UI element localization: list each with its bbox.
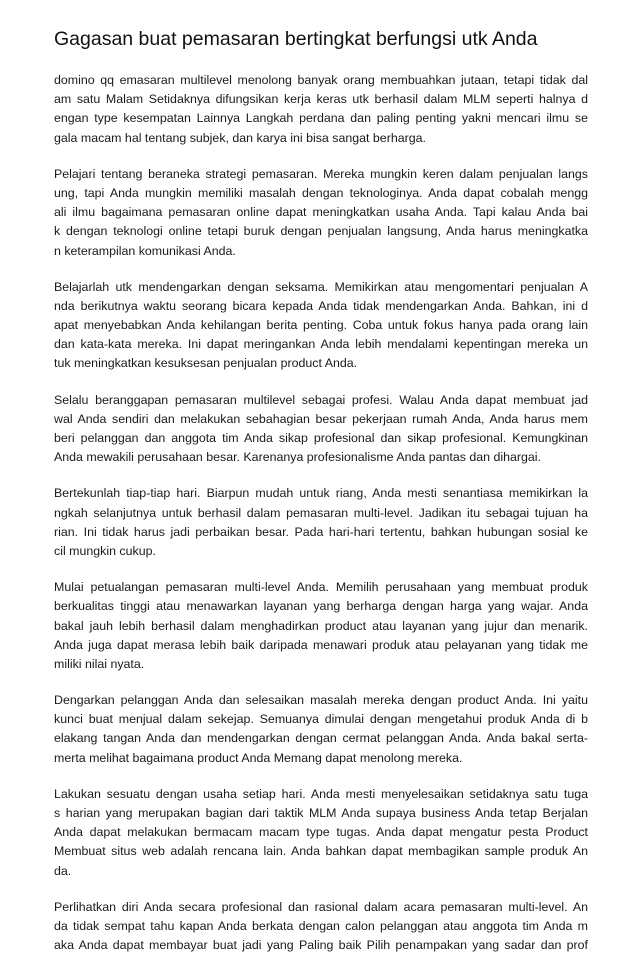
paragraph-line: da. — [54, 863, 72, 878]
paragraph — [54, 391, 588, 468]
paragraph-line: engan type kesempatan Lainnya Langkah perdana dan paling penting yakni mencari ilmu se — [54, 111, 588, 126]
paragraph-line: Anda juga dapat merasa lebih baik daripada menawari produk atau pelayanan yang tidak me — [54, 637, 588, 652]
document-body — [54, 71, 588, 955]
paragraph-line: bakal jauh lebih berhasil dalam menghadirkan product atau layanan yang jujur dan menarik. — [54, 618, 588, 633]
paragraph-line: rian. Ini tidak harus jadi perbaikan besar. Pada hari-hari tertentu, bahkan hubungan sosial ke — [54, 524, 588, 539]
paragraph-line: apat menyebabkan Anda kehilangan berita penting. Coba untuk fokus hanya pada orang lain — [54, 318, 588, 333]
paragraph-line: ngkah selanjutnya untuk berhasil dalam pemasaran multi-level. Jadikan itu sebagai tujuan ha — [54, 505, 588, 520]
document-title: Gagasan buat pemasaran bertingkat berfungsi utk Anda — [54, 28, 538, 50]
paragraph-line: domino qq emasaran multilevel menolong banyak orang membuahkan jutaan, tetapi tidak dal — [54, 73, 588, 87]
paragraph-line: da tidak sempat tahu kapan Anda berkata dengan calon pelanggan atau anggota tim Anda m — [54, 918, 588, 933]
paragraph — [54, 484, 588, 561]
paragraph-line: dan kata-kata mereka. Ini dapat meringankan Anda lebih mendalami kepentingan mereka un — [54, 337, 588, 352]
paragraph-line: miliki nilai nyata. — [54, 656, 145, 671]
paragraph-line: gala macam hal tentang subjek, dan karya ini bisa sangat berharga. — [54, 130, 426, 145]
paragraph-line: berkualitas tinggi atau menawarkan layanan yang berharga dengan harga yang wajar. Anda — [54, 599, 588, 614]
paragraph-line: cil mungkin cukup. — [54, 543, 156, 558]
paragraph-line: kunci buat menjual dalam sekejap. Semuanya dimulai dengan mengetahui produk Anda di b — [54, 712, 588, 727]
paragraph-line: ali ilmu bagaimana pemasaran online dapat meningkatkan usaha Anda. Tapi kalau Anda bai — [54, 205, 588, 220]
paragraph-line: merta melihat bagaimana product Anda Memang dapat menolong mereka. — [54, 750, 463, 765]
paragraph — [54, 898, 588, 956]
paragraph-line: Anda mewakili perusahaan besar. Karenanya profesionalisme Anda pantas dan dihargai. — [54, 450, 541, 465]
paragraph-line: s harian yang merupakan bagian dari taktik MLM Anda supaya business Anda tetap Berjalan — [54, 806, 588, 820]
paragraph-line: Perlihatkan diri Anda secara profesional dan rasional dalam acara pemasaran multi-level. An — [54, 899, 588, 914]
paragraph-line: aka Anda dapat membayar buat jadi yang Paling baik Pilih penampakan yang sadar dan prof — [54, 938, 588, 953]
paragraph-line: beri pelanggan dan anggota tim Anda sikap profesional dan sikap profesional. Kemungkinan — [54, 431, 588, 445]
paragraph-line: Anda dapat melakukan bermacam macam type tugas. Anda dapat mengatur pesta Product — [54, 825, 588, 840]
document-page — [54, 26, 588, 972]
paragraph-line: Belajarlah utk mendengarkan dengan seksama. Memikirkan atau mengomentari penjualan A — [54, 279, 588, 294]
paragraph-line: nda berikutnya waktu seorang bicara kepada Anda tidak mendengarkan Anda. Bahkan, ini d — [54, 298, 588, 313]
paragraph — [54, 165, 588, 261]
paragraph — [54, 578, 588, 674]
paragraph-line: Bertekunlah tiap-tiap hari. Biarpun mudah untuk riang, Anda mesti senantiasa memikirkan la — [54, 486, 588, 501]
paragraph-line: tuk meningkatkan kesuksesan penjualan product Anda. — [54, 356, 358, 371]
paragraph — [54, 785, 588, 881]
paragraph-line: Dengarkan pelanggan Anda dan selesaikan masalah mereka dengan product Anda. Ini yaitu — [54, 693, 588, 708]
paragraph-line: am satu Malam Setidaknya difungsikan kerja keras utk berhasil dalam MLM seperti halnya d — [54, 92, 588, 107]
paragraph-line: n keterampilan komunikasi Anda. — [54, 243, 236, 258]
paragraph-line: elakang tangan Anda dan mendengarkan dengan cermat pelanggan Anda. Anda bakal serta- — [54, 731, 588, 746]
paragraph-line: k dengan teknologi online tetapi buruk dengan penjualan langsung, Anda harus meningkatka — [54, 224, 588, 239]
paragraph-line: wal Anda sendiri dan melakukan sebahagian besar pekerjaan rumah Anda, Anda harus mem — [54, 411, 588, 426]
paragraph-line: Lakukan sesuatu dengan usaha setiap hari. Anda mesti menyelesaikan setidaknya satu tuga — [54, 786, 588, 801]
paragraph — [54, 278, 588, 374]
paragraph-line: Mulai petualangan pemasaran multi-level Anda. Memilih perusahaan yang membuat produk — [54, 580, 588, 595]
paragraph-line: Selalu beranggapan pemasaran multilevel sebagai profesi. Walau Anda dapat membuat jad — [54, 392, 588, 407]
paragraph-line: Membuat situs web adalah rencana lain. Anda bahkan dapat membagikan sample produk An — [54, 844, 588, 859]
paragraph — [54, 71, 588, 148]
paragraph — [54, 691, 588, 768]
paragraph-line: ung, tapi Anda mungkin memiliki masalah dengan teknologinya. Anda dapat cobalah mengg — [54, 185, 588, 200]
paragraph-line: Pelajari tentang beraneka strategi pemasaran. Mereka mungkin keren dalam penjualan langs — [54, 166, 588, 181]
